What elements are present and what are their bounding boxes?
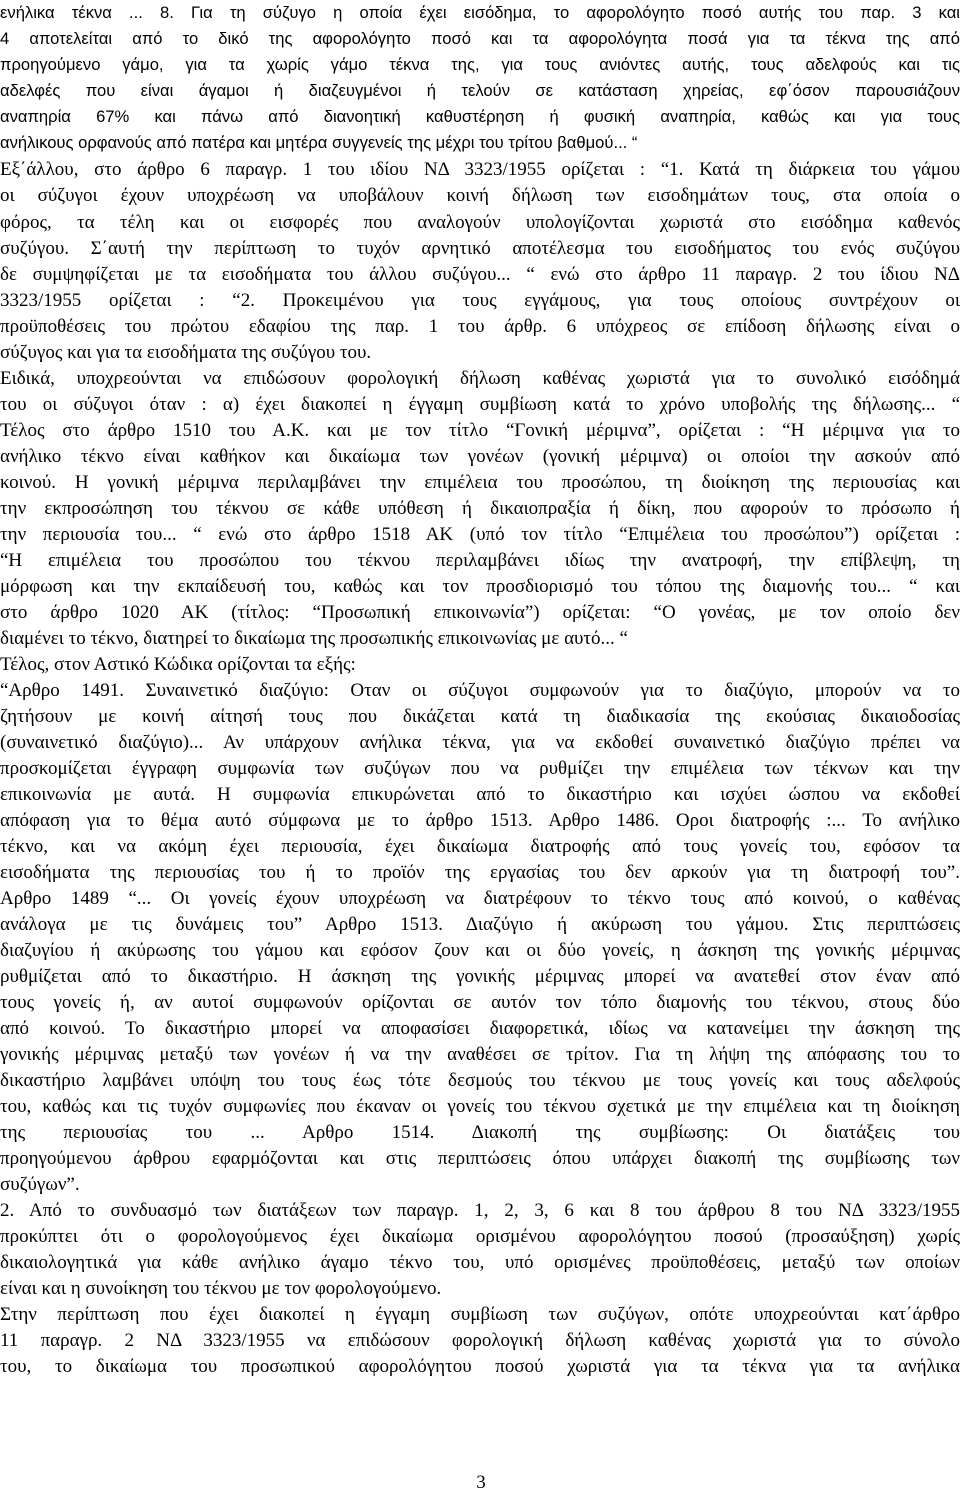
text-line: συζύγων”. [0,1174,80,1195]
text-line: συζύγου. Σ΄αυτή την περίπτωση το τυχόν αρνητικό αποτέλεσμα του εισοδήματος του ενός συζύγου [0,238,960,259]
text-line: ανήλικο τέκνο είναι καθήκον και δικαίωμα των γονέων (γονική μέριμνα) οι οποίοι την ασκούν από [0,446,960,467]
text-line: εισοδήματα της περιουσίας του ή το προϊόν της εργασίας του δεν αρκούν για τη διατροφή του”. [0,862,960,883]
text-line: Τέλος, στον Αστικό Κώδικα ορίζονται τα εξής: [0,654,356,675]
text-line: διαζυγίου ή ακύρωσης του γάμου και εφόσον ζουν και οι δύο γονείς, η άσκηση της γονικής μέριμνας [0,940,960,961]
text-line: της περιουσίας του ... Αρθρο 1514. Διακοπή της συμβίωσης: Οι διατάξεις του [0,1122,960,1143]
text-line: ανήλικους ορφανούς από πατέρα και μητέρα συγγενείς της μέχρι του τρίτου βαθμού... “ [0,133,638,152]
text-line: οι σύζυγοι έχουν υποχρέωση να υποβάλουν κοινή δήλωση των εισοδημάτων τους, στα οποία ο [0,185,960,206]
text-line: 11 παραγρ. 2 ΝΔ 3323/1955 να επιδώσουν φορολογική δήλωση καθένας χωριστά για το σύνολο [0,1330,960,1351]
text-line: 3323/1955 ορίζεται : “2. Προκειμένου για τους εγγάμους, για τους οποίους συντρέχουν οι [0,290,960,311]
text-line: Εξ΄άλλου, στο άρθρο 6 παραγρ. 1 του ιδίου ΝΔ 3323/1955 ορίζεται : “1. Κατά τη διάρκεια του γάμου [0,159,960,180]
text-line: του, καθώς και τις τυχόν συμφωνίες που έκαναν οι γονείς του τέκνου σχετικά με την επιμέλεια και τη διοίκηση [0,1096,960,1117]
text-line: Στην περίπτωση που έχει διακοπεί η έγγαμη συμβίωση των συζύγων, οπότε υποχρεούνται κατ΄άρθρο [0,1304,960,1325]
text-line: (συναινετικό διαζύγιο)... Αν υπάρχουν ανήλικα τέκνα, για να εκδοθεί συναινετικό διαζύγιο πρέπει να [0,732,960,753]
text-line: επικοινωνία με αυτά. Η συμφωνία επικυρώνεται από το δικαστήριο και ισχύει ώσπου να εκδοθεί [0,784,960,805]
text-line: φόρος, τα τέλη και οι εισφορές που αναλογούν υπολογίζονται χωριστά στο εισόδημα καθενός [0,212,960,233]
text-line: προϋποθέσεις του πρώτου εδαφίου της παρ. 1 του άρθρ. 6 υπόχρεος σε επίδοση δήλωσης είναι ο [0,316,960,337]
text-line: τους γονείς ή, αν αυτοί συμφωνούν ορίζονται σε αυτόν τον τόπο διαμονής του τέκνου, στους δύο [0,992,960,1013]
text-line: “Η επιμέλεια του προσώπου του τέκνου περιλαμβάνει ιδίως την ανατροφή, την επίβλεψη, τη [0,550,960,571]
text-line: ανάλογα με τις δυνάμεις του” Αρθρο 1513. Διαζύγιο ή ακύρωση του γάμου. Στις περιπτώσεις [0,914,960,935]
text-line: προηγούμενου άρθρου εφαρμόζονται και στις περιπτώσεις όπου υπάρχει διακοπή της συμβίωσης των [0,1148,960,1169]
text-line: ζητήσουν με κοινή αίτησή τους που δικάζεται κατά τη διαδικασία της εκούσιας δικαιοδοσίας [0,706,960,727]
text-line: προσκομίζεται έγγραφη συμφωνία των συζύγων που να ρυθμίζει την επιμέλεια των τέκνων και την [0,758,960,779]
text-line: προηγούμενο γάμο, για τα χωρίς γάμο τέκνα της, για τους ανιόντες αυτής, τους αδελφούς και τις [0,55,960,74]
text-line: την εκπροσώπηση του τέκνου σε κάθε υπόθεση ή δικαιοπραξία ή δίκη, που αφορούν το πρόσωπο ή [0,498,960,519]
text-line: δικαστήριο λαμβάνει υπόψη του τους έως τότε δεσμούς του τέκνου με τους γονείς και τους αδελφούς [0,1070,960,1091]
page-number: 3 [476,1472,486,1493]
text-line: 2. Από το συνδυασμό των διατάξεων των παραγρ. 1, 2, 3, 6 και 8 του άρθρου 8 του ΝΔ 3323/1955 [0,1200,960,1221]
text-line: στο άρθρο 1020 ΑΚ (τίτλος: “Προσωπική επικοινωνία”) ορίζεται: “Ο γονέας, με τον οποίο δεν [0,602,960,623]
text-line: “Αρθρο 1491. Συναινετικό διαζύγιο: Οταν οι σύζυγοι συμφωνούν για το διαζύγιο, μπορούν να το [0,680,960,701]
text-line: 4 αποτελείται από το δικό της αφορολόγητο ποσό και τα αφορολόγητα ποσά για τα τέκνα της από [0,29,960,48]
text-line: δικαιολογητικά για κάθε ανήλικο άγαμο τέκνο του, υπό ορισμένες προϋποθέσεις, μεταξύ των οποίων [0,1252,960,1273]
text-line: δε συμψηφίζεται με τα εισοδήματα του άλλου συζύγου... “ ενώ στο άρθρο 11 παραγρ. 2 του ίδιου ΝΔ [0,264,960,285]
text-line: αδελφές που είναι άγαμοι ή διαζευγμένοι ή τελούν σε κατάσταση χηρείας, εφ΄όσον παρουσιάζουν [0,81,960,100]
text-line: Τέλος στο άρθρο 1510 του Α.Κ. και με τον τίτλο “Γονική μέριμνα”, ορίζεται : “Η μέριμνα για το [0,420,960,441]
text-line: αναπηρία 67% και πάνω από διανοητική καθυστέρηση ή φυσική αναπηρία, καθώς και για τους [0,107,960,126]
text-line: την περιουσία του... “ ενώ στο άρθρο 1518 ΑΚ (υπό τον τίτλο “Επιμέλεια του προσώπου”) ορίζεται : [0,524,960,545]
text-line: σύζυγος και για τα εισοδήματα της συζύγου του. [0,342,372,363]
text-line: είναι και η συνοίκηση του τέκνου με τον φορολογούμενο. [0,1278,442,1299]
text-line: γονικής μέριμνας μεταξύ των γονέων ή να την αναθέσει σε τρίτον. Για τη λήψη της απόφασης του το [0,1044,960,1065]
text-line: κοινού. Η γονική μέριμνα περιλαμβάνει την επιμέλεια του προσώπου, τη διοίκηση της περιουσίας και [0,472,960,493]
text-line: μόρφωση και την εκπαίδευσή του, καθώς και τον προσδιορισμό του τόπου της διαμονής του... “ και [0,576,960,597]
text-line: από κοινού. Το δικαστήριο μπορεί να αποφασίσει διαφορετικά, ιδίως να κατανείμει την άσκηση της [0,1018,960,1039]
text-line: τέκνο, και να ακόμη έχει περιουσία, έχει δικαίωμα διατροφής από τους γονείς του, εφόσον τα [0,836,960,857]
text-line: ρυθμίζεται από το δικαστήριο. Η άσκηση της γονικής μέριμνας μπορεί να ανατεθεί στον έναν από [0,966,960,987]
text-line: προκύπτει ότι ο φορολογούμενος έχει δικαίωμα ορισμένου αφορολόγητου ποσού (προσαύξηση) χωρίς [0,1226,960,1247]
text-line: ενήλικα τέκνα ... 8. Για τη σύζυγο η οποία έχει εισόδημα, το αφορολόγητο ποσό αυτής του παρ. 3 και [0,3,960,22]
text-line: του οι σύζυγοι όταν : α) έχει διακοπεί η έγγαμη συμβίωση κατά το χρόνο υποβολής της δήλωσης... “ [0,394,960,415]
text-line: διαμένει το τέκνο, διατηρεί το δικαίωμα της προσωπικής επικοινωνίας με αυτό... “ [0,628,628,649]
text-line: Αρθρο 1489 “... Οι γονείς έχουν υποχρέωση να διατρέφουν το τέκνο τους από κοινού, ο καθένας [0,888,960,909]
text-line: απόφαση για το θέμα αυτό σύμφωνα με το άρθρο 1513. Αρθρο 1486. Οροι διατροφής :... Το ανήλικο [0,810,960,831]
text-line: του, το δικαίωμα του προσωπικού αφορολόγητου ποσού χωριστά για τα τέκνα για τα ανήλικα [0,1356,960,1377]
text-line: Ειδικά, υποχρεούνται να επιδώσουν φορολογική δήλωση καθένας χωριστά για το συνολικό εισόδημά [0,368,960,389]
